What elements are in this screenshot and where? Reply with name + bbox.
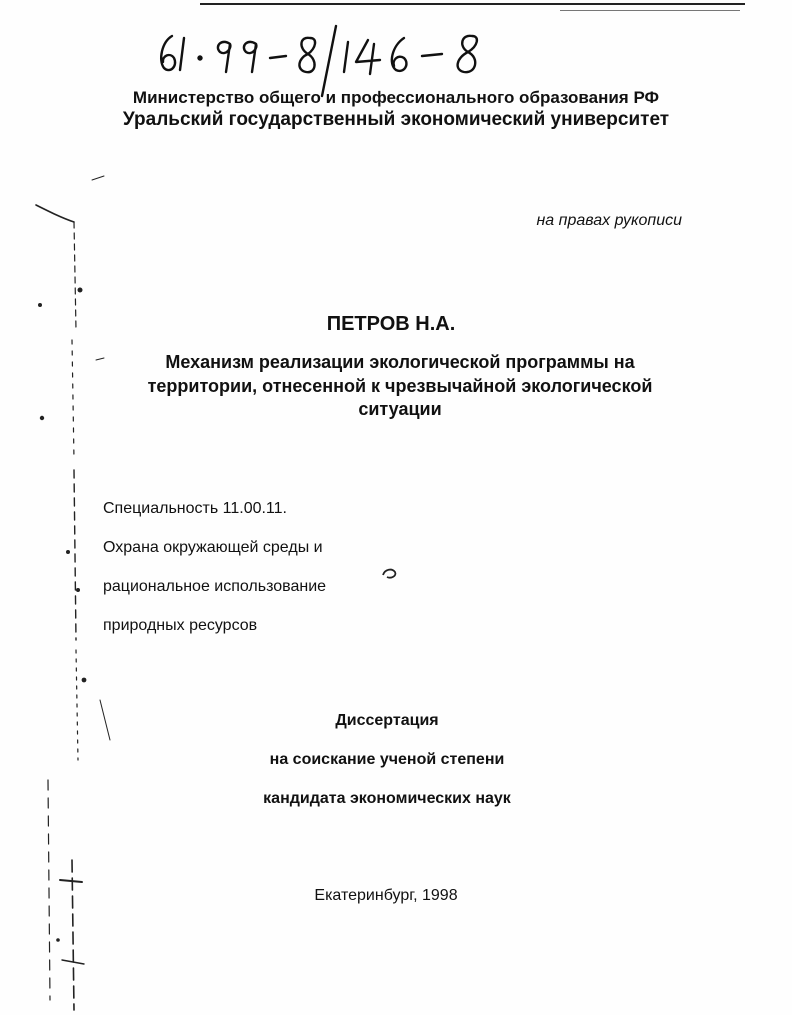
specialty-line: Охрана окружающей среды и — [103, 539, 323, 556]
author-name: ПЕТРОВ Н.А. — [326, 313, 456, 335]
thesis-title-line: ситуации — [358, 399, 442, 419]
place-year: Екатеринбург, 1998 — [314, 887, 458, 904]
scan-border-line-secondary — [560, 10, 740, 11]
dissertation-line: на соискание ученой степени — [269, 751, 505, 768]
dissertation-line: кандидата экономических наук — [263, 790, 511, 807]
scan-border-line — [200, 3, 745, 5]
handwritten-archive-number — [150, 8, 510, 98]
ink-smudge — [380, 565, 400, 581]
scan-edge-artifacts — [0, 0, 120, 1015]
dissertation-line: Диссертация — [335, 712, 439, 729]
specialty-line: Специальность 11.00.11. — [103, 500, 287, 517]
university-heading: Уральский государственный экономический университет — [122, 109, 670, 130]
ministry-heading: Министерство общего и профессионального образования РФ — [132, 88, 660, 107]
thesis-title-line: территории, отнесенной к чрезвычайной экологической — [147, 376, 653, 396]
specialty-line: природных ресурсов — [103, 617, 258, 634]
thesis-title-line: Механизм реализации экологической программы на — [165, 352, 635, 372]
specialty-line: рациональное использование — [103, 578, 327, 595]
rights-note: на правах рукописи — [536, 212, 682, 229]
